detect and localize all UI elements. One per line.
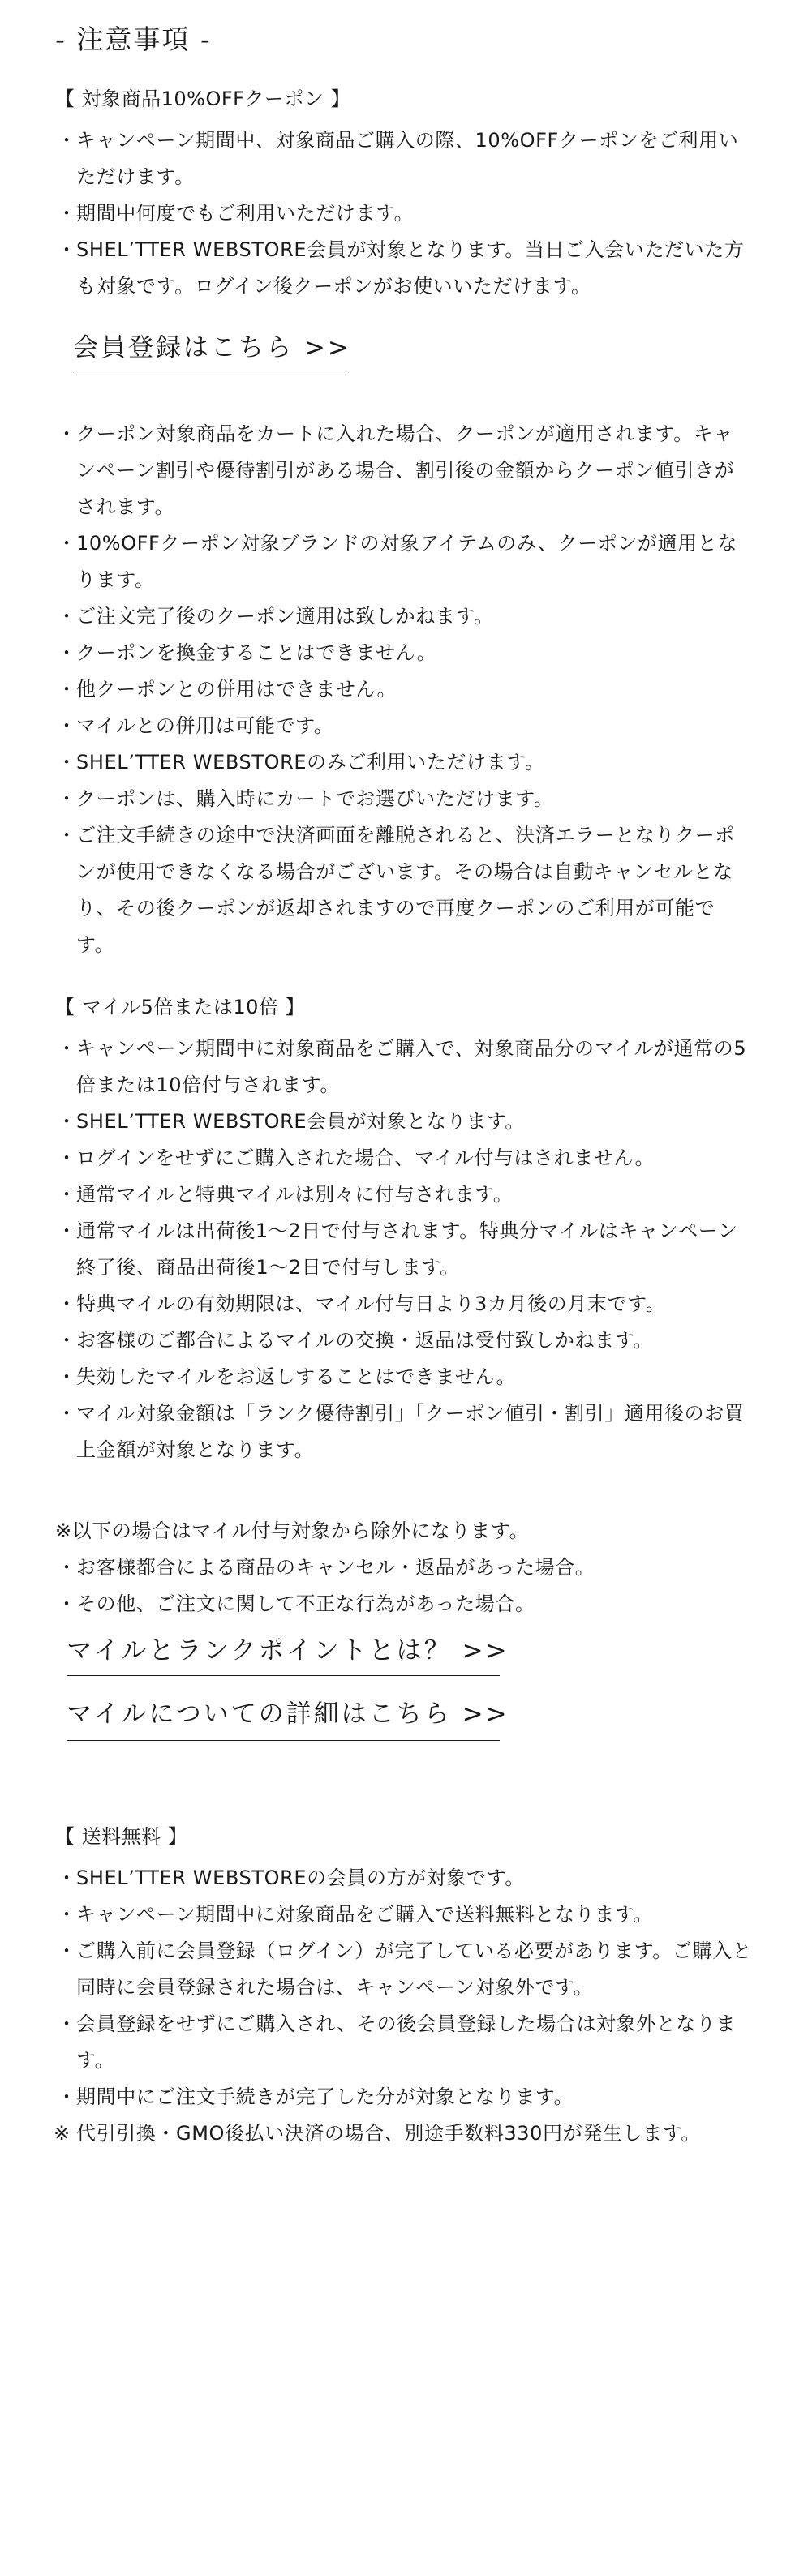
list-item-text: SHEL’TTER WEBSTORE会員が対象となります。当日ご入会いただいた方も対象です。ログイン後クーポンがお使いいただけます。 — [76, 238, 745, 298]
coupon-heading: 【 対象商品10%OFFクーポン 】 — [55, 88, 351, 110]
bullet: ・ — [57, 787, 77, 810]
bullet: ・ — [57, 202, 77, 225]
list-item — [55, 817, 753, 963]
list-item-text: クーポンは、購入時にカートでお選びいただけます。 — [76, 787, 554, 810]
list-item-text: SHEL’TTER WEBSTORE会員が対象となります。 — [76, 1110, 525, 1133]
list-item — [55, 1860, 753, 1897]
member-register-link[interactable]: 会員登録はこちら >> — [73, 333, 351, 362]
list-item — [55, 635, 753, 671]
list-item — [55, 1213, 753, 1286]
list-item — [55, 1359, 753, 1395]
note-mark: ※ — [54, 2122, 71, 2145]
bullet: ・ — [57, 1592, 77, 1615]
bullet: ・ — [57, 714, 77, 737]
mile-rank-link[interactable]: マイルとランクポイントとは？ >> — [67, 1636, 509, 1665]
shipping-note — [55, 2115, 753, 2152]
list-item — [55, 1933, 753, 2006]
bullet: ・ — [57, 1329, 77, 1352]
bullet: ・ — [57, 422, 77, 445]
list-item — [55, 1395, 753, 1468]
list-item — [55, 781, 753, 817]
mile-heading: 【 マイル5倍または10倍 】 — [55, 996, 306, 1018]
list-item-text: キャンペーン期間中、対象商品ご購入の際、10%OFFクーポンをご利用いただけます。 — [76, 129, 739, 188]
mile-exclusion — [55, 1513, 753, 1622]
list-item-text: ご注文完了後のクーポン適用は致しかねます。 — [76, 605, 494, 628]
coupon-list-a — [55, 122, 753, 305]
mile-detail-underline — [67, 1740, 500, 1741]
list-item-text: お客様のご都合によるマイルの交換・返品は受付致しかねます。 — [76, 1329, 653, 1352]
list-item-text: その他、ご注文に関して不正な行為があった場合。 — [76, 1592, 535, 1615]
list-item — [55, 744, 753, 781]
list-item — [55, 1549, 753, 1586]
list-item — [55, 195, 753, 232]
list-item-text: 特典マイルの有効期限は、マイル付与日より3カ月後の月末です。 — [76, 1292, 666, 1315]
list-item-text: 10%OFFクーポン対象ブランドの対象アイテムのみ、クーポンが適用となります。 — [76, 532, 737, 591]
bullet: ・ — [57, 678, 77, 701]
bullet: ・ — [57, 2085, 77, 2108]
mile-rank-underline — [67, 1675, 500, 1676]
list-item-text: 期間中何度でもご利用いただけます。 — [76, 202, 415, 225]
list-item-text: ご購入前に会員登録（ログイン）が完了している必要があります。ご購入と同時に会員登録された場合は、キャンペーン対象外です。 — [76, 1940, 753, 1999]
bullet: ・ — [57, 1940, 77, 1962]
list-item-text: お客様都合による商品のキャンセル・返品があった場合。 — [76, 1556, 595, 1579]
list-item — [55, 2006, 753, 2079]
list-item — [55, 671, 753, 708]
list-item — [55, 122, 753, 195]
list-item-text: 期間中にご注文手続きが完了した分が対象となります。 — [76, 2085, 574, 2108]
bullet: ・ — [57, 1402, 77, 1425]
list-item-text: マイルとの併用は可能です。 — [76, 714, 334, 737]
list-item — [55, 232, 753, 305]
bullet: ・ — [57, 1183, 77, 1206]
list-item — [55, 1104, 753, 1140]
list-item — [55, 525, 753, 598]
bullet: ・ — [57, 129, 77, 152]
list-item — [55, 1031, 753, 1104]
list-item — [55, 416, 753, 525]
bullet: ・ — [57, 1903, 77, 1926]
bullet: ・ — [57, 1292, 77, 1315]
mile-list — [55, 1031, 753, 1468]
exclusion-note: ※以下の場合はマイル付与対象から除外になります。 — [55, 1519, 530, 1542]
shipping-note-text: 代引引換・GMO後払い決済の場合、別途手数料330円が発生します。 — [76, 2122, 701, 2145]
list-item — [55, 1286, 753, 1322]
bullet: ・ — [57, 2012, 77, 2035]
bullet: ・ — [57, 1147, 77, 1169]
bullet: ・ — [57, 1556, 77, 1579]
list-item-text: 他クーポンとの併用はできません。 — [76, 678, 398, 701]
list-item-text: 失効したマイルをお返しすることはできません。 — [76, 1365, 517, 1388]
list-item-text: キャンペーン期間中に対象商品をご購入で、対象商品分のマイルが通常の5倍または10倍付与されます。 — [76, 1037, 747, 1096]
coupon-list-b — [55, 416, 753, 963]
bullet: ・ — [57, 1037, 77, 1060]
bullet: ・ — [57, 1867, 77, 1889]
bullet: ・ — [57, 1365, 77, 1388]
page-title: - 注意事項 - — [55, 24, 212, 55]
bullet: ・ — [57, 641, 77, 664]
list-item — [55, 1140, 753, 1177]
list-item-text: 通常マイルと特典マイルは別々に付与されます。 — [76, 1183, 514, 1206]
list-item — [55, 598, 753, 635]
bullet: ・ — [57, 1110, 77, 1133]
list-item-text: SHEL’TTER WEBSTOREのみご利用いただけます。 — [76, 751, 545, 774]
list-item — [55, 1322, 753, 1359]
bullet: ・ — [57, 824, 77, 847]
list-item — [55, 1586, 753, 1622]
bullet: ・ — [57, 532, 77, 555]
bullet: ・ — [57, 751, 77, 774]
mile-detail-link[interactable]: マイルについての詳細はこちら >> — [67, 1699, 509, 1729]
list-item — [55, 1897, 753, 1933]
list-item-text: ご注文手続きの途中で決済画面を離脱されると、決済エラーとなりクーポンが使用できなくなる場合がございます。その場合は自動キャンセルとなり、その後クーポンが返却されますので再度クーポンのご利用が可能です。 — [76, 824, 735, 956]
bullet: ・ — [57, 1219, 77, 1242]
list-item-text: マイル対象金額は「ランク優待割引」「クーポン値引・割引」適用後のお買上金額が対象となります。 — [76, 1402, 745, 1461]
list-item — [55, 708, 753, 744]
bullet: ・ — [57, 605, 77, 628]
list-item-text: クーポン対象商品をカートに入れた場合、クーポンが適用されます。キャンペーン割引や優待割引がある場合、割引後の金額からクーポン値引きがされます。 — [76, 422, 735, 518]
bullet: ・ — [57, 238, 77, 261]
list-item-text: キャンペーン期間中に対象商品をご購入で送料無料となります。 — [76, 1903, 653, 1926]
list-item-text: ログインをせずにご購入された場合、マイル付与はされません。 — [76, 1147, 655, 1169]
list-item-text: クーポンを換金することはできません。 — [76, 641, 437, 664]
shipping-list — [55, 1860, 753, 2152]
shipping-heading: 【 送料無料 】 — [55, 1825, 188, 1848]
list-item-text: 会員登録をせずにご購入され、その後会員登録した場合は対象外となります。 — [76, 2012, 737, 2072]
list-item-text: 通常マイルは出荷後1〜2日で付与されます。特典分マイルはキャンペーン終了後、商品出荷後1〜2日で付与します。 — [76, 1219, 738, 1279]
list-item-text: SHEL’TTER WEBSTOREの会員の方が対象です。 — [76, 1867, 525, 1889]
list-item — [55, 1177, 753, 1213]
list-item — [55, 2079, 753, 2115]
